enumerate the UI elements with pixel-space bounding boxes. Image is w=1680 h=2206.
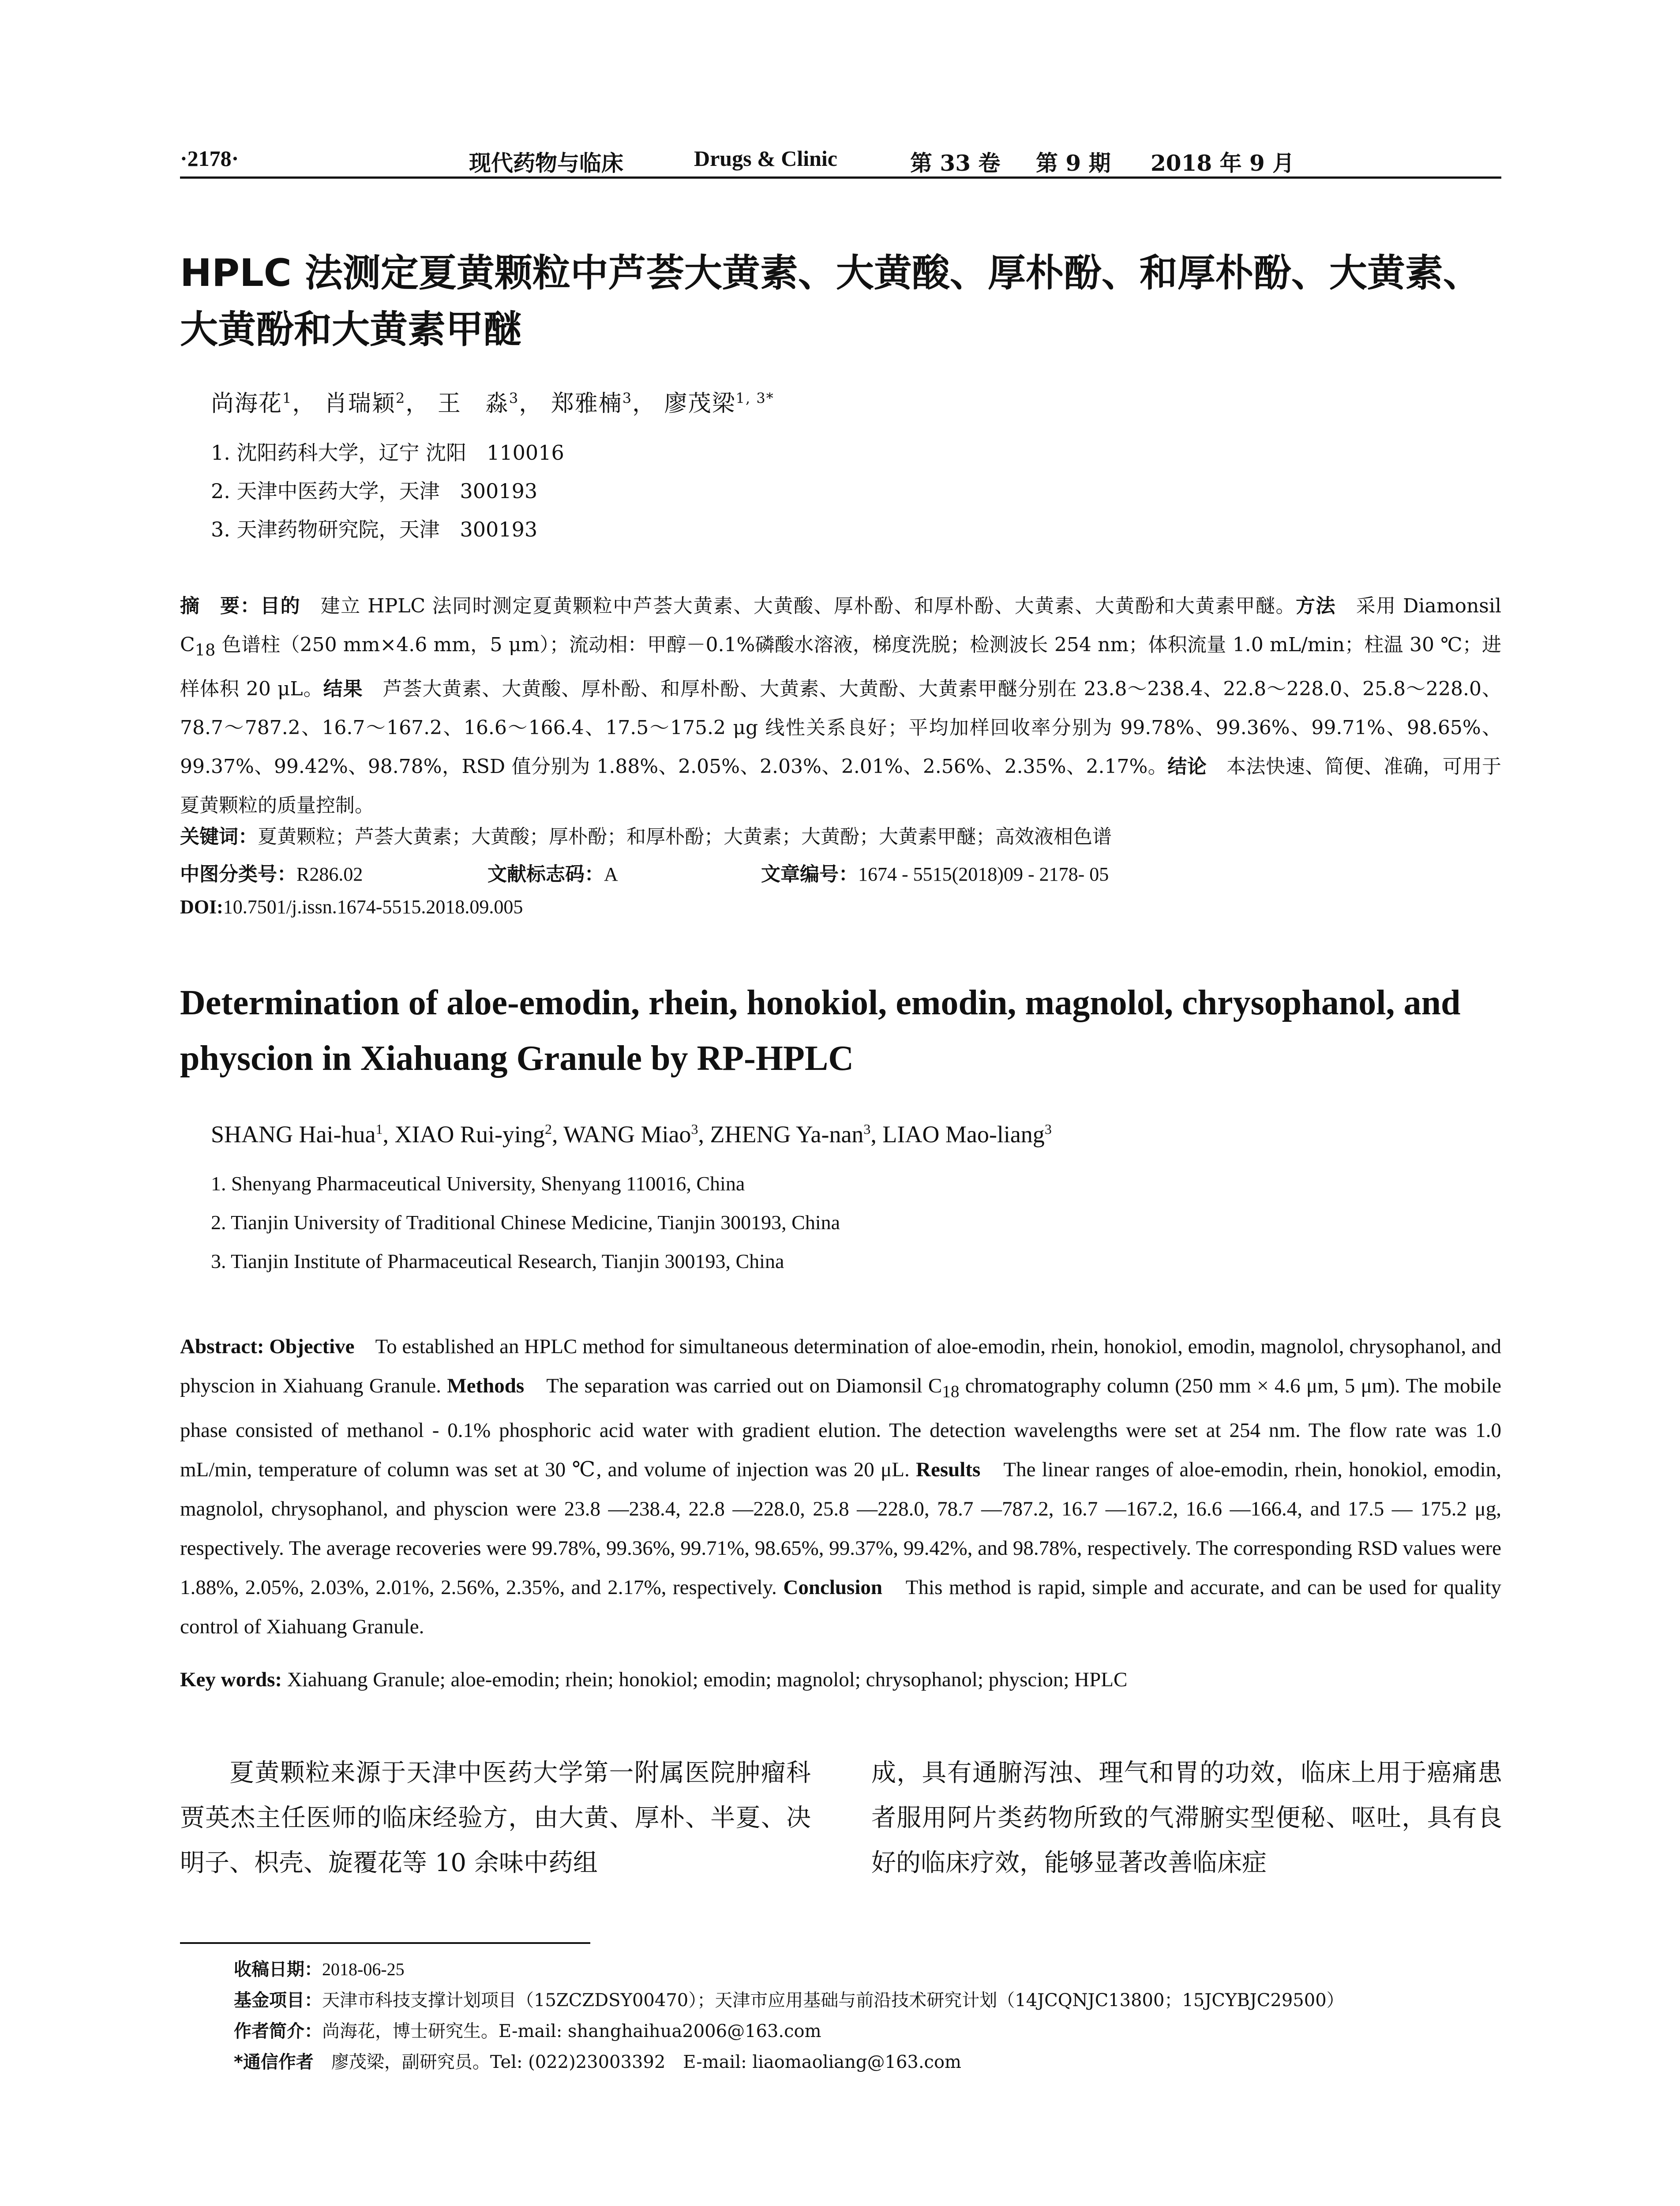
objective-label-en: Objective (269, 1335, 355, 1358)
doi-value: 10.7501/j.issn.1674-5515.2018.09.005 (223, 896, 523, 918)
journal-issue: 第 9 期 (1036, 150, 1111, 176)
author-affiliation-mark: 3 (691, 1121, 698, 1137)
results-label-en: Results (916, 1458, 981, 1482)
affiliation-en: 3. Tianjin Institute of Pharmaceutical Research, Tianjin 300193, China (211, 1250, 784, 1272)
keywords-label-cn: 关键词： (180, 825, 258, 848)
doc-code-line (488, 858, 618, 886)
article-no-value: 1674 - 5515(2018)09 - 2178- 05 (858, 863, 1109, 885)
abstract-label-en: Abstract: (180, 1335, 270, 1358)
received-date: 2018-06-25 (322, 1959, 405, 1979)
footnote-corresponding (234, 2048, 961, 2073)
doi-line (180, 896, 523, 918)
page-number: ·2178· (180, 146, 239, 171)
conclusion-label-en: Conclusion (783, 1576, 883, 1599)
article-no-label: 文章编号： (761, 863, 858, 885)
abstract-label-cn: 摘 要： (180, 595, 261, 617)
author-cn: 王 淼 (437, 390, 509, 417)
author-en: XIAO Rui-ying (394, 1121, 545, 1148)
corr-label: *通信作者 (234, 2052, 314, 2072)
keywords-text-cn: 夏黄颗粒；芦荟大黄素；大黄酸；厚朴酚；和厚朴酚；大黄素；大黄酚；大黄素甲醚；高效液相色谱 (258, 825, 1112, 848)
body-column-left: 夏黄颗粒来源于天津中医药大学第一附属医院肿瘤科贾英杰主任医师的临床经验方，由大黄、厚朴、半夏、决明子、枳壳、旋覆花等 10 余味中药组 (180, 1759, 811, 1877)
keywords-en (180, 1668, 1127, 1692)
methods-label-cn: 方法 (1296, 595, 1336, 617)
received-label: 收稿日期： (234, 1959, 322, 1980)
article-title-en: Determination of aloe-emodin, rhein, honokiol, emodin, magnolol, chrysophanol, and physcion in Xiahuang Granule by RP-HPLC (180, 983, 1461, 1078)
conclusion-text-cn: 本法快速、简便、准确，可用于夏黄颗粒的质量控制。 (180, 755, 1502, 817)
author-en: ZHENG Ya-nan (710, 1121, 864, 1148)
conclusion-label-cn: 结论 (1167, 755, 1207, 778)
author-affiliation-mark: 2 (395, 390, 406, 407)
affiliation-cn: 2. 天津中医药大学，天津 300193 (211, 479, 538, 503)
article-no-line (761, 858, 1109, 886)
header-rule (180, 176, 1501, 179)
methods-text-en-2: chromatography column (250 mm × 4.6 μm, 5 μm). The mobile phase consisted of methanol - 0.1% phosphoric acid water with gradient elution. The detection wavelengths were set at 254 nm. The flow rate was 1.0 mL/min, temperature of column was set at 30 ℃, and volume of injection was 20 μL. (180, 1374, 1501, 1482)
author-cn: 廖茂梁 (664, 390, 736, 417)
affiliation-cn: 1. 沈阳药科大学，辽宁 沈阳 110016 (211, 441, 564, 465)
author-en: WANG Miao (563, 1121, 691, 1148)
author-affiliation-mark: 3 (509, 390, 519, 407)
author-affiliation-mark: 3 (1044, 1121, 1052, 1137)
bio-text: 尚海花，博士研究生。E-mail: shanghaihua2006@163.com (322, 2021, 821, 2041)
author-en: SHANG Hai-hua (211, 1121, 376, 1148)
abstract-en (180, 1327, 1501, 1647)
journal-name-en: Drugs & Clinic (694, 146, 837, 171)
corr-text: 廖茂梁，副研究员。Tel: (022)23003392 E-mail: liaomaoliang@163.com (313, 2052, 961, 2072)
methods-label-en: Methods (447, 1374, 525, 1397)
footnote-author-bio (234, 2017, 821, 2042)
author-affiliation-mark: 2 (544, 1121, 552, 1137)
author-en: LIAO Mao-liang (882, 1121, 1045, 1148)
fund-text: 天津市科技支撑计划项目（15ZCZDSY00470）；天津市应用基础与前沿技术研究计划（14JCQNJC13800；15JCYBJC29500） (322, 1990, 1344, 2011)
classification-line (180, 858, 363, 886)
results-text-en: The linear ranges of aloe-emodin, rhein, honokiol, emodin, magnolol, chrysophanol, and physcion were 23.8 —238.4, 22.8 —228.0, 25.8 —228.0, 78.7 —787.2, 16.7 —167.2, 16.6 —166.4, and 17.5 — 175.2 μg, respectively. The average recoveries were 99.78%, 99.36%, 99.71%, 98.65%, 99.37%, 99.42%, and 98.78%, respectively. The corresponding RSD values were 1.88%, 2.05%, 2.03%, 2.01%, 2.56%, 2.35%, and 2.17%, respectively. (180, 1458, 1501, 1599)
doi-label: DOI: (180, 896, 223, 918)
author-list-en: SHANG Hai-hua$^1$, XIAO Rui-ying$^2$, WANG Miao$^3$, ZHENG Ya-nan$^3$, LIAO Mao-liang$^3$ (211, 1121, 1052, 1148)
footnote-received (234, 1955, 405, 1981)
doc-code-label: 文献标志码： (488, 863, 604, 885)
author-affiliation-mark: 3 (622, 390, 633, 407)
fund-label: 基金项目： (234, 1990, 322, 2011)
abstract-cn (180, 587, 1501, 825)
author-affiliation-mark: 3 (863, 1121, 871, 1137)
methods-text-cn-2: 色谱柱（250 mm×4.6 mm，5 μm）；流动相：甲醇－0.1%磷酸水溶液，梯度洗脱；检测波长 254 nm；体积流量 1.0 mL/min；柱温 30 ℃；进样体积 20 μL。 (180, 634, 1501, 700)
affiliation-en: 1. Shenyang Pharmaceutical University, Shenyang 110016, China (211, 1172, 745, 1195)
clc-value: R286.02 (296, 863, 363, 885)
author-cn: 肖瑞颖 (324, 390, 396, 417)
journal-volume: 第 33 卷 (910, 150, 1001, 176)
methods-subscript-cn: 18 (195, 640, 216, 660)
results-text-cn: 芦荟大黄素、大黄酸、厚朴酚、和厚朴酚、大黄素、大黄酚、大黄素甲醚分别在 23.8～238.4、22.8～228.0、25.8～228.0、78.7～787.2、16.7～167.2、16.6～166.4、17.5～175.2 μg 线性关系良好；平均加样回收率分别为 99.78%、99.36%、99.71%、98.65%、99.37%、99.42%、98.78%，RSD 值分别为 1.88%、2.05%、2.03%、2.01%、2.56%、2.35%、2.17%。 (180, 677, 1502, 778)
article-title-cn: HPLC 法测定夏黄颗粒中芦荟大黄素、大黄酸、厚朴酚、和厚朴酚、大黄素、大黄酚和大黄素甲醚 (180, 251, 1481, 352)
keywords-label-en: Key words: (180, 1668, 287, 1691)
methods-subscript-en: 18 (942, 1382, 960, 1401)
journal-name-cn: 现代药物与临床 (469, 150, 623, 176)
affiliation-en: 2. Tianjin University of Traditional Chinese Medicine, Tianjin 300193, China (211, 1211, 840, 1234)
doc-code-value: A (604, 863, 618, 885)
footnote-rule (180, 1942, 590, 1944)
journal-date: 2018 年 9 月 (1151, 150, 1295, 176)
author-affiliation-mark: 1 (282, 390, 292, 407)
objective-text-en: To established an HPLC method for simultaneous determination of aloe-emodin, rhein, honokiol, emodin, magnolol, chrysophanol, and physcion in Xiahuang Granule. (180, 1335, 1501, 1397)
keywords-text-en: Xiahuang Granule; aloe-emodin; rhein; honokiol; emodin; magnolol; chrysophanol; physcion; HPLC (287, 1668, 1128, 1691)
conclusion-text-en: This method is rapid, simple and accurate, and can be used for quality control of Xiahuang Granule. (180, 1576, 1501, 1639)
running-header (180, 140, 1504, 176)
footnote-fund (234, 1986, 1344, 2011)
methods-text-en: The separation was carried out on Diamonsil C (524, 1374, 942, 1397)
clc-label: 中图分类号： (180, 863, 296, 885)
keywords-cn (180, 821, 1112, 849)
body-column-right: 成，具有通腑泻浊、理气和胃的功效，临床上用于癌痛患者服用阿片类药物所致的气滞腑实型便秘、呕吐，具有良好的临床疗效，能够显著改善临床症 (871, 1759, 1502, 1877)
methods-text-cn: 采用 Diamonsil C (180, 595, 1502, 656)
author-list-cn: 尚海花$^1$， 肖瑞颖$^2$， 王 淼$^3$， 郑雅楠$^3$， 廖茂梁$^{1, 3*}$ (211, 390, 774, 417)
affiliation-cn: 3. 天津药物研究院，天津 300193 (211, 518, 538, 541)
author-cn: 尚海花 (211, 390, 283, 417)
author-affiliation-mark: 1 (375, 1121, 383, 1137)
author-affiliation-mark: 1, 3* (735, 390, 774, 407)
results-label-cn: 结果 (323, 677, 363, 700)
objective-text-cn: 建立 HPLC 法同时测定夏黄颗粒中芦荟大黄素、大黄酸、厚朴酚、和厚朴酚、大黄素、大黄酚和大黄素甲醚。 (300, 595, 1296, 617)
author-cn: 郑雅楠 (551, 390, 622, 417)
bio-label: 作者简介： (234, 2021, 322, 2041)
objective-label-cn: 目的 (260, 595, 301, 617)
